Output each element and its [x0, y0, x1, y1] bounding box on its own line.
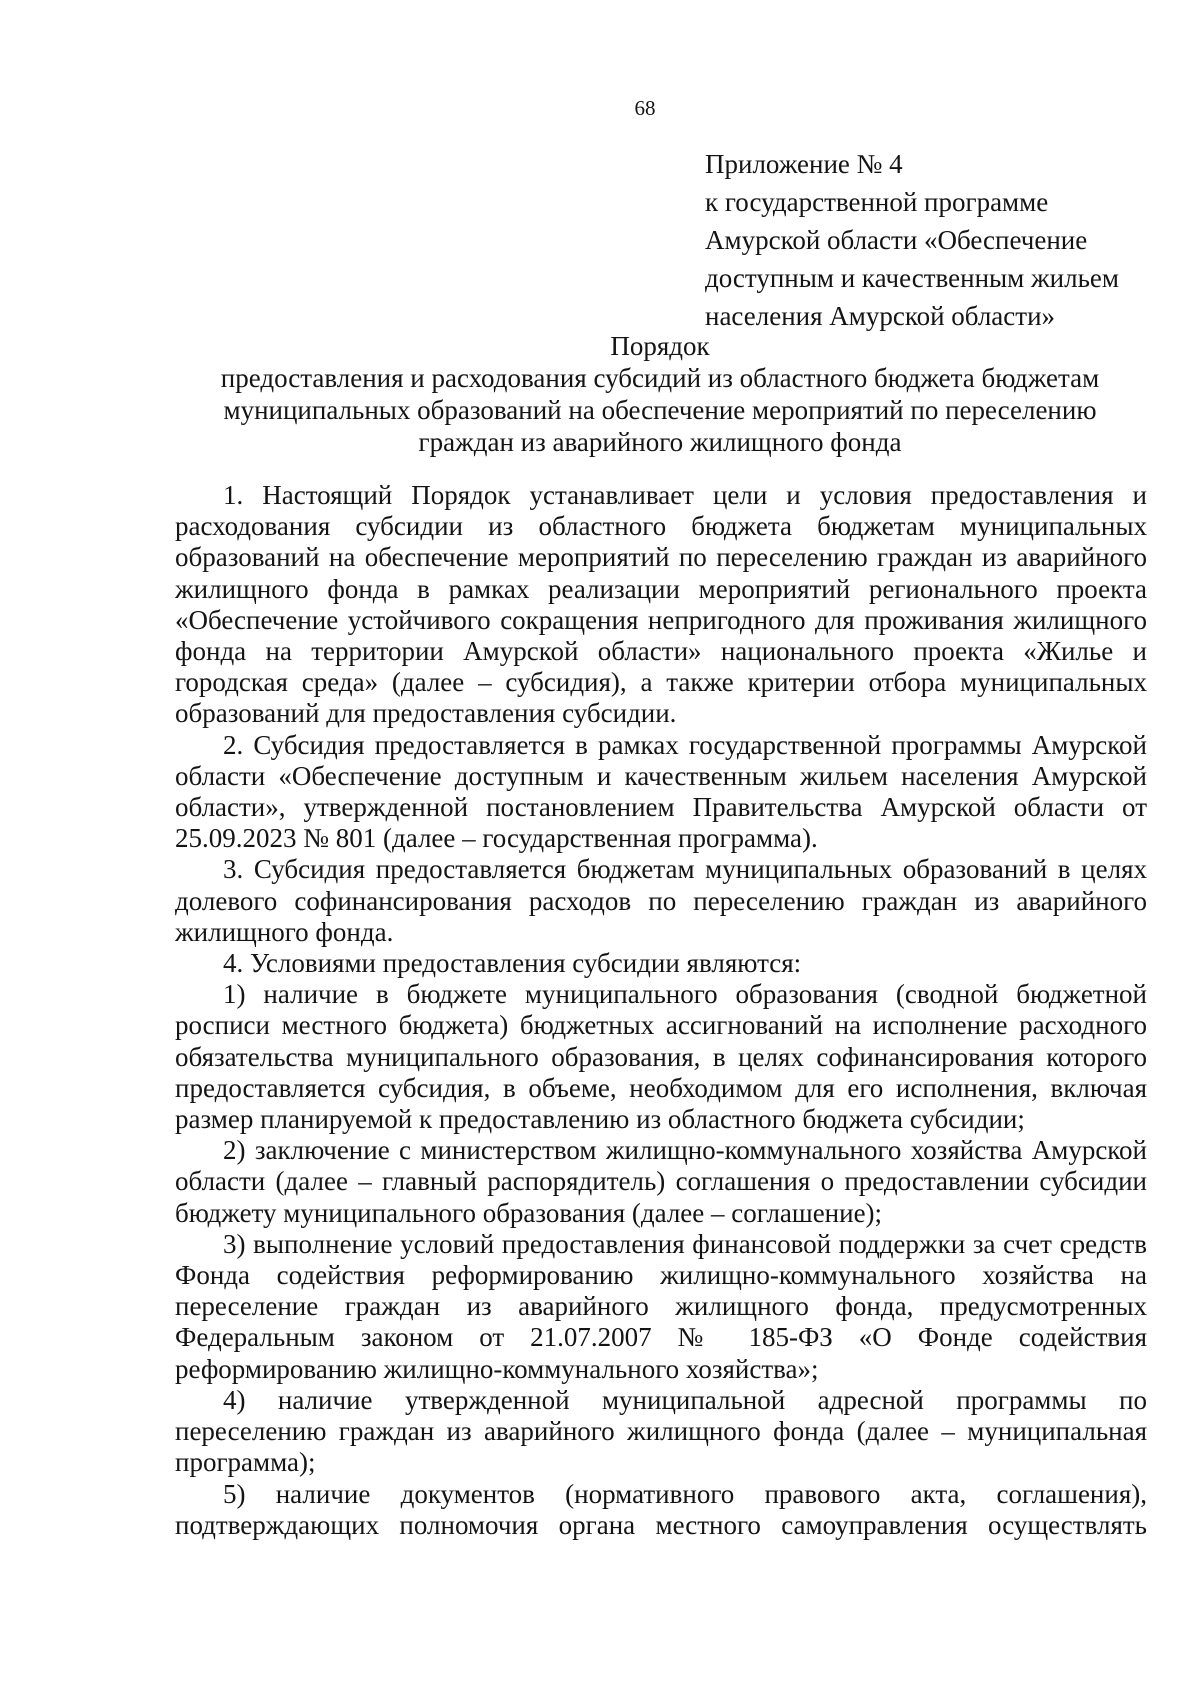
title-line: муниципальных образований на обеспечение мероприятий по переселению [223, 395, 1097, 425]
paragraph-4: 4. Условиями предоставления субсидии являются: [223, 948, 802, 979]
condition-3: 3) выполнение условий предоставления финансовой поддержки за счет средств Фонда содействия реформированию жилищно-коммунального хозяйства на переселение граждан из аварийного жилищного фонда, предусмотренных Федеральным законом от 21.07.2007 № 185-ФЗ «О Фонде содействия реформированию жилищно-коммунального хозяйства»; [175, 1228, 1147, 1384]
appendix-line: доступным и качественным жильем [705, 263, 1119, 293]
paragraph-3: 3. Субсидия предоставляется бюджетам муниципальных образований в целях долевого софинансирования расходов по переселению граждан из аварийного жилищного фонда. [175, 854, 1147, 947]
appendix-line: к государственной программе [705, 187, 1049, 217]
document-body [175, 480, 1147, 1541]
condition-2: 2) заключение с министерством жилищно-коммунального хозяйства Амурской области (далее – главный распорядитель) соглашения о предоставлении субсидии бюджету муниципального образования (далее – соглашение); [175, 1135, 1147, 1228]
appendix-line: Амурской области «Обеспечение [705, 225, 1088, 255]
page-number: 68 [634, 96, 656, 120]
title-line: предоставления и расходования субсидий из областного бюджета бюджетам [220, 363, 1100, 393]
title-line: граждан из аварийного жилищного фонда [418, 427, 902, 457]
paragraph-2: 2. Субсидия предоставляется в рамках государственной программы Амурской области «Обеспечение доступным и качественным жильем населения Амурской области», утвержденной постановлением Правительства Амурской области от 25.09.2023 № 801 (далее – государственная программа). [175, 729, 1147, 854]
title-heading: Порядок [610, 331, 710, 361]
appendix-reference [705, 145, 1175, 335]
condition-4: 4) наличие утвержденной муниципальной адресной программы по переселению граждан из аварийного жилищного фонда (далее – муниципальная программа); [175, 1384, 1147, 1478]
appendix-line: населения Амурской области» [705, 301, 1056, 331]
appendix-line: Приложение № 4 [705, 149, 903, 179]
condition-5: 5) наличие документов (нормативного правового акта, соглашения), подтверждающих полномочия органа местного самоуправления осуществлять [175, 1478, 1147, 1540]
paragraph-1: 1. Настоящий Порядок устанавливает цели и условия предоставления и расходования субсидии из областного бюджета бюджетам муниципальных образований на обеспечение мероприятий по переселению граждан из аварийного жилищного фонда в рамках реализации мероприятий регионального проекта «Обеспечение устойчивого сокращения непригодного для проживания жилищного фонда на территории Амурской области» национального проекта «Жилье и городская среда» (далее – субсидия), а также критерии отбора муниципальных образований для предоставления субсидии. [175, 480, 1147, 729]
document-title [190, 330, 1130, 458]
condition-1: 1) наличие в бюджете муниципального образования (сводной бюджетной росписи местного бюджета) бюджетных ассигнований на исполнение расходного обязательства муниципального образования, в целях софинансирования которого предоставляется субсидия, в объеме, необходимом для его исполнения, включая размер планируемой к предоставлению из областного бюджета субсидии; [175, 979, 1147, 1135]
